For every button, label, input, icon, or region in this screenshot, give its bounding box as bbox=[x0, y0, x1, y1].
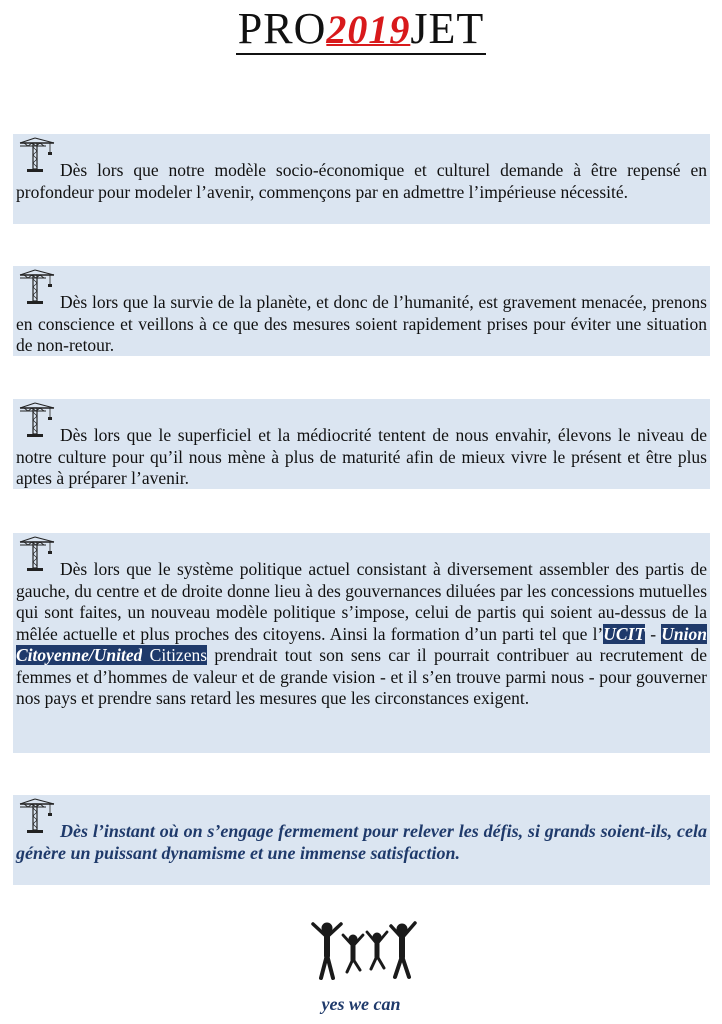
paragraph-text: Dès lors que notre modèle socio-économique et culturel demande à être repensé en profondeur pour modeler l’avenir, commençons par en admettre l’impérieuse nécessité. bbox=[16, 160, 707, 202]
paragraph-block-4 bbox=[13, 533, 710, 753]
jumping-people-logo bbox=[305, 920, 423, 982]
paragraph-block-2 bbox=[13, 266, 710, 356]
ucit-full-name: Union Citoyenne/United bbox=[16, 623, 708, 665]
crane-icon bbox=[16, 266, 56, 306]
paragraph-text: Dès lors que le superficiel et la médiocrité tentent de nous envahir, élevons le niveau de notre culture pour qu’il nous mène à plus de maturité afin de mieux vivre le présent et être plus aptes à préparer l’avenir. bbox=[16, 425, 707, 488]
paragraph-text-before: Dès lors que le système politique actuel consistant à diversement assembler des partis de gauche, du centre et de droite donne lieu à des gouvernances diluées par les concessions mutuelles qui sont faites, un nouveau modèle politique s’impose, celui de partis qui soient au-dessus de la mêlée actuelle et plus proches des citoyens. Ainsi la formation d’un parti tel que l’ bbox=[16, 559, 707, 644]
title-frame bbox=[236, 6, 486, 55]
crane-icon bbox=[16, 399, 56, 439]
crane-icon bbox=[16, 134, 56, 174]
paragraph-text-after: prendrait tout son sens car il pourrait contribuer au recrutement de femmes et d’hommes de valeur et de grande vision - et il s’en trouve parmi nous - pour gouverner nos pays et prendre sans retard les mesures que les circonstances exigent. bbox=[16, 645, 707, 708]
paragraph-block-5 bbox=[13, 795, 710, 885]
paragraph-text: Dès l’instant où on s’engage fermement pour relever les défis, si grands soient-ils, cela génère un puissant dynamisme et une immense satisfaction. bbox=[16, 821, 707, 863]
crane-icon bbox=[16, 533, 56, 573]
title-part-1: PRO bbox=[237, 4, 327, 53]
crane-icon bbox=[16, 795, 56, 835]
title-year: 2019 bbox=[326, 7, 411, 52]
paragraph-text: Dès lors que la survie de la planète, et donc de l’humanité, est gravement menacée, prenons en conscience et veillons à ce que des mesures soient rapidement prises pour éviter une situation de non-retour. bbox=[16, 292, 707, 355]
ucit-acronym: UCIT bbox=[603, 623, 646, 644]
paragraph-block-3 bbox=[13, 399, 710, 489]
page-title bbox=[0, 4, 722, 55]
paragraph-text bbox=[16, 536, 707, 710]
title-part-2: JET bbox=[410, 4, 485, 53]
ucit-dash: - bbox=[645, 623, 662, 644]
paragraph-block-1 bbox=[13, 134, 710, 224]
footer-slogan: yes we can bbox=[321, 994, 401, 1014]
ucit-citizens: Citizens bbox=[142, 645, 208, 665]
